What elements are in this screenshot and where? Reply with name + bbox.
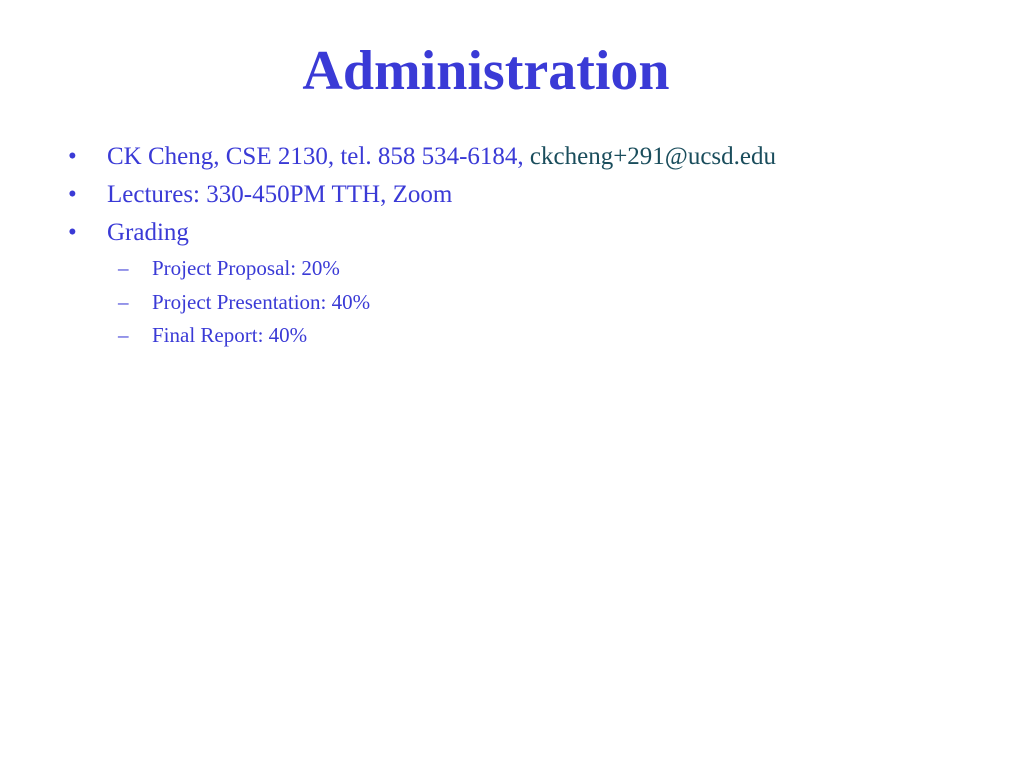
grading-item-text: Final Report: 40% (152, 323, 308, 347)
grading-item-text: Project Proposal: 20% (152, 256, 340, 280)
contact-info: CK Cheng, CSE 2130, tel. 858 534-6184, (107, 143, 530, 170)
dash-icon: – (118, 323, 129, 347)
bullet-text: Grading (107, 219, 189, 246)
email-link[interactable]: ckcheng+291@ucsd.edu (529, 143, 777, 170)
grading-item (0, 286, 1000, 320)
bullet-list (0, 138, 1000, 252)
bullet-contact (0, 138, 1000, 176)
grading-item (0, 252, 1000, 286)
grading-list (0, 252, 1000, 353)
bullet-dot-icon: • (68, 181, 77, 208)
bullet-grading (0, 214, 1000, 252)
bullet-text (107, 138, 776, 176)
dash-icon: – (118, 289, 129, 314)
bullet-dot-icon: • (68, 143, 77, 170)
slide-title: Administration (302, 40, 670, 102)
grading-item-text: Project Presentation: 40% (152, 289, 371, 314)
bullet-text: Lectures: 330-450PM TTH, Zoom (107, 181, 453, 208)
dash-icon: – (118, 256, 129, 280)
grading-item (0, 319, 1000, 353)
bullet-dot-icon: • (68, 219, 77, 246)
bullet-lectures (0, 176, 1000, 214)
